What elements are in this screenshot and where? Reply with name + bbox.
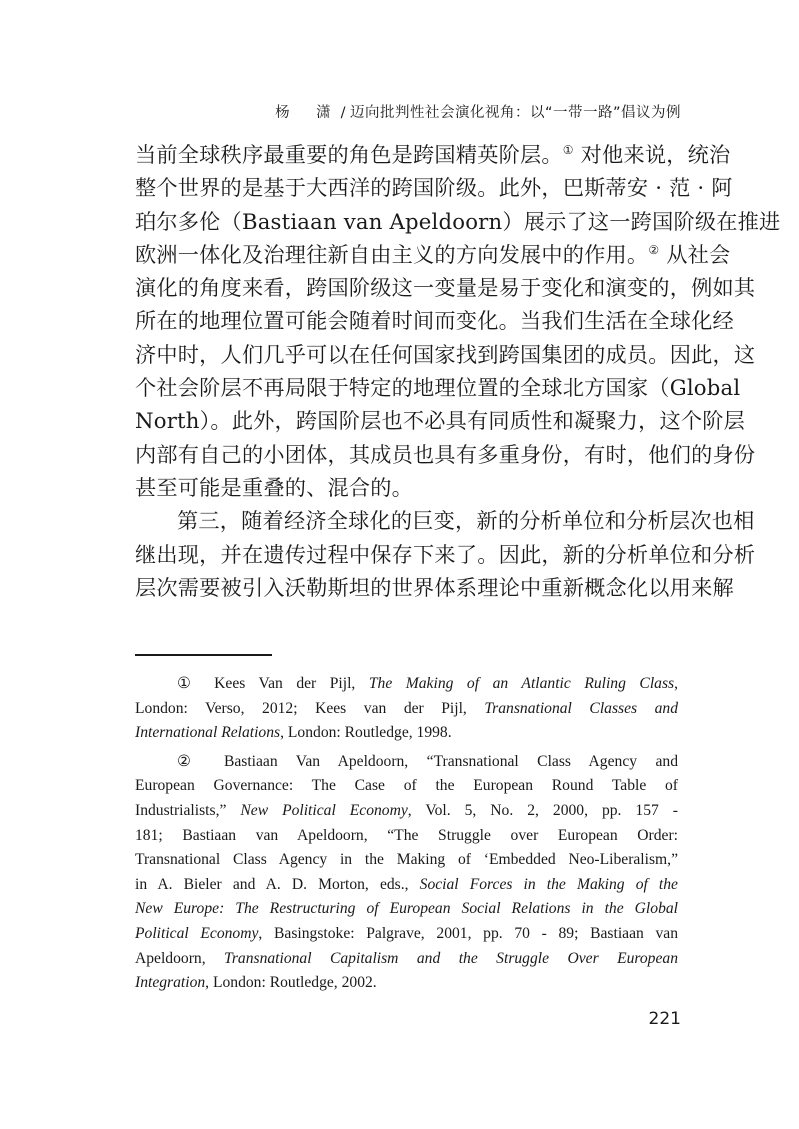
footnote-line: European Governance: The Case of the European Round Table of	[135, 777, 678, 795]
footnote-2	[135, 750, 678, 996]
book-title: The Making of an Atlantic Ruling Class	[368, 675, 675, 692]
footnote-line	[135, 799, 678, 824]
book-title: International Relations	[135, 724, 281, 742]
text-run: Bastiaan Van Apeldoorn, “Transnational Class Agency and	[205, 752, 678, 770]
header-separator: /	[340, 105, 346, 121]
footnote-ref-1[interactable]: ①	[562, 143, 574, 157]
text-run: ,	[674, 675, 678, 692]
text-run: Kees Van der Pijl,	[200, 675, 369, 692]
book-title: Transnational Capitalism and the Struggle Over European	[224, 949, 678, 967]
footnote-line: 181; Bastiaan van Apeldoorn, “The Struggle over European Order:	[135, 826, 678, 844]
body-text	[135, 138, 781, 604]
book-title: New Europe: The Restructuring of European Social Relations in the Global	[135, 900, 678, 918]
body-line: 演化的角度来看，跨国阶级这一变量是易于变化和演变的，例如其	[135, 275, 756, 301]
body-line	[135, 238, 731, 271]
book-title: Social Forces in the Making of the	[419, 875, 678, 893]
header-title: 迈向批判性社会演化视角：以“一带一路”倡议为例	[349, 105, 681, 121]
footnote-ref-2[interactable]: ②	[648, 242, 660, 257]
body-line: North）。此外，跨国阶层也不必具有同质性和凝聚力，这个阶层	[135, 408, 746, 434]
body-line: 内部有自己的小团体，其成员也具有多重身份，有时，他们的身份	[135, 441, 756, 467]
body-line: 继出现，并在遗传过程中保存下来了。因此，新的分析单位和分析	[135, 541, 756, 567]
footnote-line	[135, 721, 678, 746]
footnote-mark: ①	[177, 675, 201, 692]
body-line	[135, 138, 731, 171]
footnote-1	[135, 672, 678, 746]
text-run: Industrialists,”	[135, 801, 241, 819]
text-run: London: Verso, 2012; Kees van der Pijl,	[135, 699, 485, 717]
footnote-line	[135, 750, 678, 775]
footnote-line	[135, 697, 678, 722]
footnotes	[135, 672, 678, 996]
journal-title: New Political Economy	[240, 801, 408, 819]
body-line: 所在的地理位置可能会随着时间而变化。当我们生活在全球化经	[135, 308, 734, 334]
body-line: 个社会阶层不再局限于特定的地理位置的全球北方国家（Global	[135, 375, 741, 401]
text-run: 从社会	[659, 241, 731, 267]
footnote-mark: ②	[177, 752, 206, 770]
body-line: 甚至可能是重叠的、混合的。	[135, 474, 414, 500]
text-run: Apeldoorn,	[135, 949, 225, 967]
text-run: , Basingstoke: Palgrave, 2001, pp. 70 - 89; Bastiaan van	[258, 924, 678, 942]
running-header	[275, 101, 681, 122]
text-run: 当前全球秩序最重要的角色是跨国精英阶层。	[135, 142, 563, 167]
body-line: 珀尔多伦（Bastiaan van Apeldoorn）展示了这一跨国阶级在推进	[135, 208, 781, 234]
footnote-line	[135, 873, 678, 898]
book-title: Integration	[135, 974, 206, 992]
body-line: 第三，随着经济全球化的巨变，新的分析单位和分析层次也相	[177, 508, 755, 534]
body-line: 济中时，人们几乎可以在任何国家找到跨国集团的成员。因此，这	[135, 341, 756, 367]
book-title: Transnational Classes and	[484, 699, 678, 717]
text-run: 对他来说，统治	[573, 142, 731, 167]
footnote-line	[135, 947, 678, 972]
body-line: 层次需要被引入沃勒斯坦的世界体系理论中重新概念化以用来解	[135, 574, 734, 600]
text-run: , London: Routledge, 1998.	[280, 724, 452, 742]
footnote-line	[135, 922, 678, 947]
text-run: , Vol. 5, No. 2, 2000, pp. 157 -	[407, 801, 678, 819]
footnote-line: Transnational Class Agency in the Making of ‘Embedded Neo-Liberalism,”	[135, 851, 678, 869]
header-author: 杨 潇	[275, 105, 337, 121]
text-run: in A. Bieler and A. D. Morton, eds.,	[135, 875, 420, 893]
text-run: , London: Routledge, 2002.	[205, 974, 377, 992]
text-run: 欧洲一体化及治理往新自由主义的方向发展中的作用。	[135, 241, 649, 267]
footnote-line	[135, 971, 678, 996]
page-number: 221	[648, 1009, 681, 1029]
footnote-line	[135, 672, 678, 697]
footnote-divider	[135, 654, 272, 656]
book-title: Political Economy	[135, 924, 259, 942]
footnote-line	[135, 897, 678, 922]
body-line: 整个世界的是基于大西洋的跨国阶级。此外，巴斯蒂安 · 范 · 阿	[135, 175, 733, 201]
